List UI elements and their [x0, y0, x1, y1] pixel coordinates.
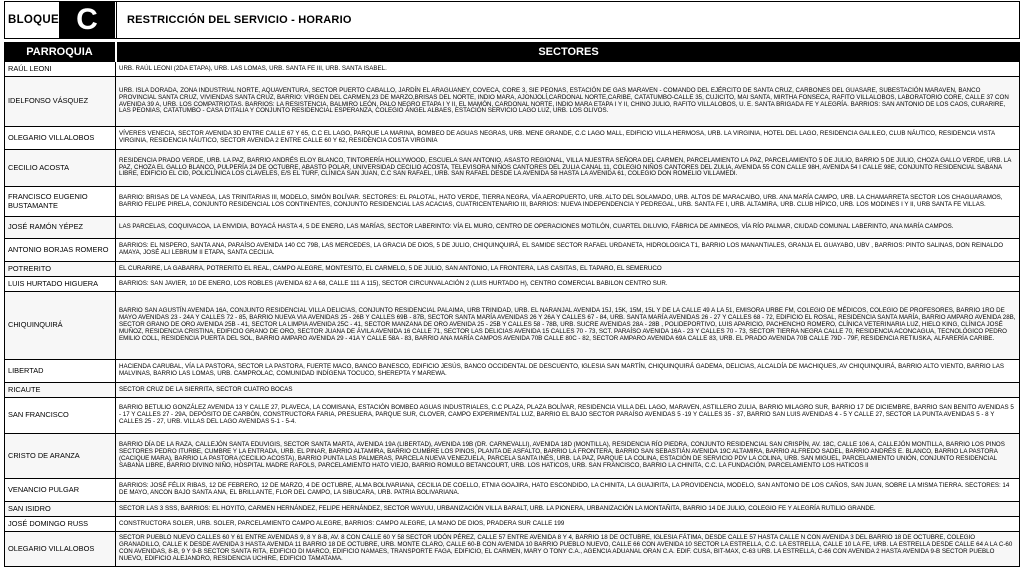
table-row — [5, 479, 1019, 502]
sectores-text: SECTOR CRUZ DE LA SIERRITA, SECTOR CUATRO BOCAS — [119, 385, 293, 393]
sectores-text: CONSTRUCTORA SOLER, URB. SOLER, PARCELAMIENTO CAMPO ALEGRE, BARRIOS: CAMPO ALEGRE, LA MANO DE DIOS, PRADERA SUR CALLE 199 — [119, 519, 565, 527]
sectores-cell — [116, 150, 1019, 186]
parroquia-cell: JOSÉ DOMINGO RUSS — [5, 517, 116, 531]
table-row — [5, 62, 1019, 77]
table-row — [5, 77, 1019, 127]
table-row — [5, 532, 1019, 567]
table-row — [5, 434, 1019, 479]
sectores-cell — [116, 187, 1019, 216]
table-row — [5, 150, 1019, 187]
sectores-cell — [116, 383, 1019, 397]
parroquia-cell: POTRERITO — [5, 262, 116, 276]
parroquia-cell: SAN FRANCISCO — [5, 398, 116, 433]
table-row — [5, 239, 1019, 262]
sectores-text: EL CURARIRE, LA GABARRA, POTRERITO EL REAL, CAMPO ALEGRE, MONTESITO, EL CARMELO, 5 DE JULIO, SAN ANTONIO, LA FRONTERA, LAS CASITAS, EL TAPARO, EL SEMERUCO — [119, 264, 662, 272]
parroquia-cell: CECILIO ACOSTA — [5, 150, 116, 186]
sectores-cell — [116, 217, 1019, 238]
block-cell — [5, 2, 117, 38]
block-letter-badge: C — [59, 1, 115, 38]
sectores-cell — [116, 517, 1019, 531]
parroquia-cell: LIBERTAD — [5, 360, 116, 382]
sectores-cell — [116, 479, 1019, 501]
table-row — [5, 360, 1019, 383]
sectores-text: URB. ISLA DORADA, ZONA INDUSTRIAL NORTE, AQUAVENTURA, SECTOR PUERTO CABALLO, JARDÍN EL ARAGUANEY, COVECA, CORE 3, SIE PEONAS, ESTACIÓN DE GAS MARAVEN - COMANDO DEL EJÉRCITO DE SANTA CRUZ, CARBONES DEL GUASARE, SUBESTACIÓN MARAVEN, BANCO PROVINCIAL SANTA CRUZ, VIVIENDAS SANTA CRUZ, BARRIO: VIRGEN DEL CARMEN,23 DE MARZO,BRISAS DEL NORTE, INDIO MARA, AJONJOLÍ,CARDONAL NORTE,CARIBE, CATATUMBO-CALLE 35, CUJICITO, MAI SANTA, MIRTHA FONSECA, RAFITO VILLALOBOS, LABORATORIO CORE, CALLE 37 CON AVENIDA 39 A, URB. LOS COMPATRIOTAS. BARRIOS: LA RESISTENCIA, BALMIRO LEÓN, PALO NEGRO ETAPA I Y II, EL MAMÓN, CARDONAL NORTE, INDIO MARA ETAPA I Y II, CHINO JULIO, RAFITO VILLALOBOS, U. E. SANTA BRIGADA FE Y ALEGRÍA. BARRIOS: SAN ANTONIO DE LOS CAOS, CURARIRE, LAS PEONIAS, CATATUMBO - CASA D'ITALIA Y CONJUNTO RESIDENCIAL ESPERANZA, COLEGIO ÁNGEL ALBAES, ESTACIÓN SERVICIO LAGO LUZ, URB. LOS OLIVOS. — [119, 86, 1009, 115]
sectores-cell — [116, 292, 1019, 359]
parroquia-cell: OLEGARIO VILLALOBOS — [5, 127, 116, 149]
sectores-text: BARRIO SAN AGUSTÍN AVENIDA 16A, CONJUNTO RESIDENCIAL VILLA DELICIAS, CONJUNTO RESIDENCIAL PALAIMA, URB TRINIDAD, URB. EL NARANJAL AVENIDA 15J, 15K, 15M, 15L Y DE LA CALLE 49 A LA 51, EMISORA URBE FM, COLEGIO DE MÉDICOS, COLEGIO DE PROFESORES, BARRIO 1RO DE MAYO AVENIDAS 23 - 24A Y CALLES 72 - 85, BARRIO NUEVA VIA AVENIDAS 25 - 26B Y CALLES 69B - 87B, SECTOR SANTA MARÍA AVENIDAS 26 Y 26A Y CALLES 67 - 84, URB. SANTA MARÍA AVENIDAS 26 - 27 Y CALLES 68 - 72, EDIFICIO EL ROSAL, RESIDENCIA SANTA MARÍA, BARRIO AMPARO AVENIDA 28B, SECTOR GRANO DE ORO AVENIDA 25B - 41, SECTOR LA LIMPIA AVENIDA 25C - 41, SECTOR MANZANA DE ORO AVENIDA 25 - 25B Y CALLES 58 - 78B, URB. SUCRE AVENIDAS 28A - 28B , POLIDEPORTIVO, LUIS APARICIO, PACHENCHO ROMERO, CLÍNICA VETERINARIA LUZ, HIELO KING, CLÍNICA JOSÉ MUÑOZ, RESIDENCIA CRISTINA, EDIFICIO GRANO DE ORO, SECTOR JUANA DE ÁVILA AVENIDA 16 CALLE 71, SECTOR LAS DELICIAS AVENIDA 15 CALLES 70 - 73, SCT. PARAÍSO AVENIDA 16A - 23 Y CALLES 70 - 73, SECTOR TIERRA NEGRA CALLE 70, RESIDENCIA ACONCAGUA, TECNOLÓGICO PEDRO EMILIO COLL, RESIDENCIA PUERTA DEL SOL, BARRIO AMPARO AVENIDA 29 - 41A Y CALLE 58A - 83, BARRIO ANA MARÍA CAMPOS AVENIDA 70B CALLE 80C - 82, SECTOR AMPARO AVENIDA 69A CALLE 83, URB. EL PRADO AVENIDA 70B CALLE 79D - 79F, RESIDENCIA RETIUSKA, ALFARERÍA CARIBE. — [119, 307, 1016, 342]
parroquia-cell: JOSÉ RAMÓN YÉPEZ — [5, 217, 116, 238]
sectores-text: SECTOR PUEBLO NUEVO CALLES 60 Y 61 ENTRE AVENIDAS 9, 8 Y 8-B, AV. 8 CON CALLE 60 Y 58 SECTOR UDÓN PÉREZ, CALLE 57 ENTRE AVENIDA 8 Y 4, BARRIO 18 DE OCTUBRE, IGLESIA FÁTIMA, DESDE CALLE 57 HASTA CALLE N CON AVENIDA 3 DEL BARRIO 18 DE OCTUBRE, COLEGIO GRANADILLO, CALLE K DESDE AVENIDA 3 HASTA AVENIDA 11 BARRIO 18 DE OCTUBRE, URB. MONTE CLARO, CALLE 60-B CON AVENIDA 10 BARRIO PUEBLO NUEVO, CALLE 66 CON AVENIDA 10 SECTOR LA ESTRELLA, C.C. LA ESTRELLA, CALLE 10 LA FE, URB. LA ESTRELLA DESDE CALLE 64 A LA C-60 CON AVENIDAS, 8-B, 9 Y 9-B SECTOR SANTA RITA, EDIFICIO DI MARCO, EDIFICIO NAMAES, TRANSPORTE FAGA, EDIFICIO, EL CARMEN, MARY O TONY C.A., AGENCIA ADUANAL ORAN C.A. EDIF. CUSA, BIT-MAX, C-63 URB. LA ESTRELLA, C-66 CON AVENIDA 2 HASTA AVENIDA 9-B SECTOR PUEBLO NUEVO, EDIFICIO ALEJANDRO, RESIDENCIA UCHIRE, EDIFICIO TAMATAMA. — [119, 534, 1013, 562]
sectores-cell — [116, 239, 1019, 261]
table-row — [5, 262, 1019, 277]
sectores-cell — [116, 502, 1019, 516]
table-row — [5, 398, 1019, 434]
parroquia-cell: CRISTO DE ARANZA — [5, 434, 116, 478]
sectores-cell — [116, 77, 1019, 126]
parroquia-cell: RICAUTE — [5, 383, 116, 397]
table-row — [5, 217, 1019, 239]
column-header-sectores: SECTORES — [538, 46, 599, 58]
sectores-text: BARRIO BETULIO GONZÁLEZ AVENIDA 13 Y CALLE 27, PLAVECA, LA COMISANA, ESTACIÓN BOMBEO AGUAS INDUSTRIALES, C.C PLAZA, PLAZA BOLÍVAR, RESIDENCIA VILLA DEL LAGO, MARAVEN, ASTILLERO ZULIA, BARRIO MILAGRO SUR, BARRIO 17 DE DICIEMBRE, BARRIO SAN BENITO AVENIDAS 5 - 17 Y CALLES 27 - 29A, DEPÓSITO DE CARBÓN, CONSTRUCTORA FARIA, PRESUERA, PARQUE SUR, CLOVER, CAMPO EXPERIMENTAL LUZ, BARRIO EL BAJO SECTOR PARAÍSO AVENIDAS 5 -19 Y CALLES 35 - 37, BARRIO SAN LUIS AVENIDAS 4 - 5 Y CALLE 27, SECTOR LA PUNTA AVENIDAS 5 - 8 Y CALLES 25 - 27, URB. VILLAS DEL LAGO AVENIDAS 5-1 - 5-4. — [119, 404, 1014, 425]
sectores-text: BARRIO: BRISAS DE LA VANEGA, LAS TRINITARIAS III, MODELO, SIMÓN BOLÍVAR. SECTORES: EL PALOTAL, HATO VERDE, TIERRA NEGRA, VÍA AEROPUERTO, URB. ALTO DEL SOLAMADO, URB. ALTOS DE MARACAIBO, URB. ANA MARÍA CAMPO, URB. LA CHAMARRETA SECTOR LOS CHAGUARAMOS, BARRIO FELIPE PIRELA, CONJUNTO RESIDENCIAL LOS CONTINENTES, CONJUNTO RESIDENCIAL LAS ACACIAS, CUATRICENTENARIO III, BARRIOS: NUEVA INDEPENDENCIA Y PEDREGAL, URB. SANTA FE I, URB. ALTAMIRA, URB. CLUB HÍPICO, URB. LOS MODINES I Y II, URB SANTA FE VILLAS. — [119, 193, 1003, 208]
parroquia-cell: ANTONIO BORJAS ROMERO — [5, 239, 116, 261]
sectores-text: BARRIOS: JOSÉ FÉLIX RIBAS, 12 DE FEBRERO, 12 DE MARZO, 4 DE OCTUBRE, ALMA BOLIVARIANA, CECILIA DE COELLO, ETNIA GOAJIRA, HATO ESCONDIDO, LA CHINITA, LA GUAJIRITA, LA PROVIDENCIA, MODELO, SAN ANTONIO DE LOS CAÑOS, SAN JUAN, SOBRE LA MISMA TIERRA. SECTORES: 14 DE MAYO, ANCON BAJO SANTA ANA, EL BRILLANTE, FLOR DEL CAMPO, LA SIBUCARA, URB. PATRIA BOLIVARIANA. — [119, 482, 1010, 496]
parroquia-cell: VENANCIO PULGAR — [5, 479, 116, 501]
sectores-text: LAS PARCELAS, COQUIVACOA, LA ENVIDIA, BOYACÁ HASTA 4, 5 DE ENERO, LAS MARÍAS, SECTOR LABERINTO: VÍA EL MURO, CENTRO DE OPERACIONES MOTILÓN, CUARTEL DILUVIO, FÁBRICA DE AMINEOS, VÍA RÍO PALMAR, CIUDAD COMUNAL LABERINTO, ANA MARÍA CAMPOS. — [119, 223, 954, 231]
sectores-text: URB. RAÚL LEONI (2DA ETAPA), URB. LAS LOMAS, URB. SANTA FE III, URB. SANTA ISABEL. — [119, 64, 387, 72]
table-header — [4, 1, 1020, 39]
parroquia-cell: FRANCISCO EUGENIO BUSTAMANTE — [5, 187, 116, 216]
column-headers — [4, 42, 1020, 62]
table-row — [5, 292, 1019, 360]
table-body — [4, 62, 1020, 567]
sectores-cell — [116, 398, 1019, 433]
parroquia-cell: IDELFONSO VÁSQUEZ — [5, 77, 116, 126]
sectores-text: SECTOR LAS 3 SSS, BARRIOS: EL HOYITO, CARMEN HERNÁNDEZ, FELIPE HERNÁNDEZ, SECTOR WAYUU, URBANIZACIÓN VILLA BARALT, URB. LA PIONERA, URBANIZACIÓN LA MONTAÑITA, BARRIO 14 DE JULIO, COLEGIO FE Y ALEGRÍA RUTILIO GRANDE. — [119, 504, 876, 512]
table-row — [5, 502, 1019, 517]
sectores-text: BARRIOS: SAN JAVIER, 10 DE ENERO, LOS ROBLES (AVENIDA 62 A 68, CALLE 111 A 115), SECTOR CIRCUNVALACIÓN 2 (LUIS HURTADO H), CENTRO COMERCIAL BABILON CENTRO SUR. — [119, 279, 668, 287]
table-row — [5, 187, 1019, 217]
sectores-text: VÍVERES VENECIA, SECTOR AVENIDA 3D ENTRE CALLE 67 Y 65, C.C EL LAGO, PARQUE LA MARINA, BOMBEO DE AGUAS NEGRAS, URB. MENE GRANDE, C.C LAGO MALL, EDIFICIO VILLA HERMOSA, URB. LA VIRGINIA, HOTEL DEL LAGO, RESIDENCIA GALILEO, CLUB NÁUTICO, RESIDENCIA VISTA VIRGINIA, RESIDENCIA NÁUTICO, SECTOR AVENIDA 2 ENTRE CALLE 60 Y 62, RESIDENCIA COSTA VIRGINIA — [119, 130, 995, 144]
parroquia-cell: LUIS HURTADO HIGUERA — [5, 277, 116, 291]
restriction-table — [4, 1, 1020, 567]
sectores-cell — [116, 277, 1019, 291]
sectores-cell — [116, 62, 1019, 76]
parroquia-cell: RAÚL LEONI — [5, 62, 116, 76]
table-row — [5, 277, 1019, 292]
parroquia-cell: SAN ISIDRO — [5, 502, 116, 516]
table-row — [5, 383, 1019, 398]
sectores-text: BARRIO DÍA DE LA RAZA, CALLEJÓN SANTA EDUVIGIS, SECTOR SANTA MARTA, AVENIDA 19A (LIBERTAD), AVENIDA 19B (DR. CARNEVALLI), AVENIDA 18D (MONTILLA), RESIDENCIA RÍO PIEDRA, CONJUNTO RESIDENCIAL SAN CRISPÍN, AV. 18C, CALLE 106 A, CALLEJÓN MONTILLA, BARRIO LOS PINOS SECTORES PEDRO ITURBE, CUMBRE Y LA ENTRADA, URB. EL PINAR, BARRIO ALTAMIRA, BARRIO CUMBRE LOS PINOS, PLANTA DE ASFALTO, BARRIO LA FRONTERA, BARRIO SAN SEBASTIÁN AVENIDA 19C ALTAMIRA, BARRIO ALFREDO SADEL, BARRIO ANDRÉS E. BLANCO, BARRIO LA PASTORA (CACIQUE MARA), BARRIO LA PASTORA (CECILIO ACOSTA), BARRIO PUNTA LAS PALMERAS, PARCELA NUEVA VENEZUELA, PARCELA SANTA INÉS, URB. LA PAZ, PARQUE LA COLINA, ESTACIÓN DE SERVICIO PDV LA COLINA, URB. SAN MIGUEL, PARCELAMIENTO UNIÓN, CONJUNTO RESIDENCIAL SABANA LIBRE, BARRIO DIVINO NIÑO, HOSPITAL MADRE RAFOLS, PARCELAMIENTO HATO VIEJO, BARRIO ROMULO BETANCOURT, URB. LOS HATICOS, URB. SAN FRANCISCO, BARRIO LA CHINITA, C.C. LA FUNDACIÓN, PARCELAMIENTO LOS HATICOS II — [119, 441, 1005, 469]
sectores-cell — [116, 360, 1019, 382]
bloque-label: BLOQUE — [8, 14, 59, 26]
sectores-cell — [116, 127, 1019, 149]
sectores-cell — [116, 532, 1019, 566]
parroquia-cell: CHIQUINQUIRÁ — [5, 292, 116, 359]
parroquia-cell: OLEGARIO VILLALOBOS — [5, 532, 116, 566]
table-row — [5, 517, 1019, 532]
sectores-cell — [116, 434, 1019, 478]
sectores-cell — [116, 262, 1019, 276]
table-row — [5, 127, 1019, 150]
sectores-text: HACIENDA CARUBAL, VÍA LA PASTORA, SECTOR LA PASTORA, FUERTE MACO, BANCO BANESCO, EDIFICIO JESÚS, BANCO OCCIDENTAL DE DESCUENTO, IGLESIA SAN MARTÍN, CHIQUINQUIRÁ GADEMA, DELICIAS, ALCALDÍA DE MACHIQUES, AV CHIQUINQUIRÁ, BARRIO ALTO VIENTO, BARRIO LAS MALVINAS, BARRIO LAS LOMAS, URB. CAMPROLAC, COMUNIDAD INDÍGENA TOCUCO, SHEREPTA Y MAREWA. — [119, 363, 1005, 377]
sectores-text: BARRIOS: EL NISPERO, SANTA ANA, PARAÍSO AVENIDA 140 CC 79B, LAS MERCEDES, LA GRACIA DE DIOS, 5 DE JULIO, CHIQUINQUIRÁ, EL SAMIDE SECTOR RAFAEL URDANETA, HIDROLOGICA T1, BARRIO LOS MANANTIALES, GRANJA EL GUAYABO, UBV , BARRIOS: PINTO SALINAS, DON REINALDO AMAYA, JOSÉ ALI LEBRUM II ETAPA, SANTA CECILIA. — [119, 242, 1004, 256]
sectores-text: RESIDENCIA PRADO VERDE, URB. LA PAZ, BARRIO ANDRÉS ELOY BLANCO, TINTORERÍA HOLLYWOOD, ESCUELA SAN ANTONIO, ASASTO REGIONAL, VILLA NUESTRA SEÑORA DEL CARMEN, PARCELAMIENTO LA PAZ, PARCELAMIENTO 5 DE JULIO, BARRIO 5 DE JULIO, CHOZA GALLO VERDE, URB. LA PAZ, CHOZA EL GALLO BLANCO, PULPERÍA 24 DE OCTUBRE, ABASTO POLAR, UNIVERSIDAD CECILIO ACOSTA, TELEVISORA NIÑOS CANTORES DEL ZULIA CANAL 11, COLEGIO NIÑOS CANTORES DEL ZULIA, AVENIDA 55 CON CALLE 98H, AVENIDA 54 I CALLE 98E, CONJUNTO RESIDENCIAL SABANA LIBRE, EDIFICIO EL CID, POLICLÍNICA LOS CLAVELES, E/S EL TURF, CLÍNICA SAN JUAN, C.C SAN RAFAEL, URB. SAN RAFAEL DESDE LA AVENIDA 58 HASTA LA AVENIDA 61, COLEGIO DON ROMELIO VILLAMEDI. — [119, 156, 1012, 178]
page-title: RESTRICCIÓN DEL SERVICIO - HORARIO — [127, 14, 352, 26]
column-header-parroquia: PARROQUIA — [4, 42, 117, 62]
